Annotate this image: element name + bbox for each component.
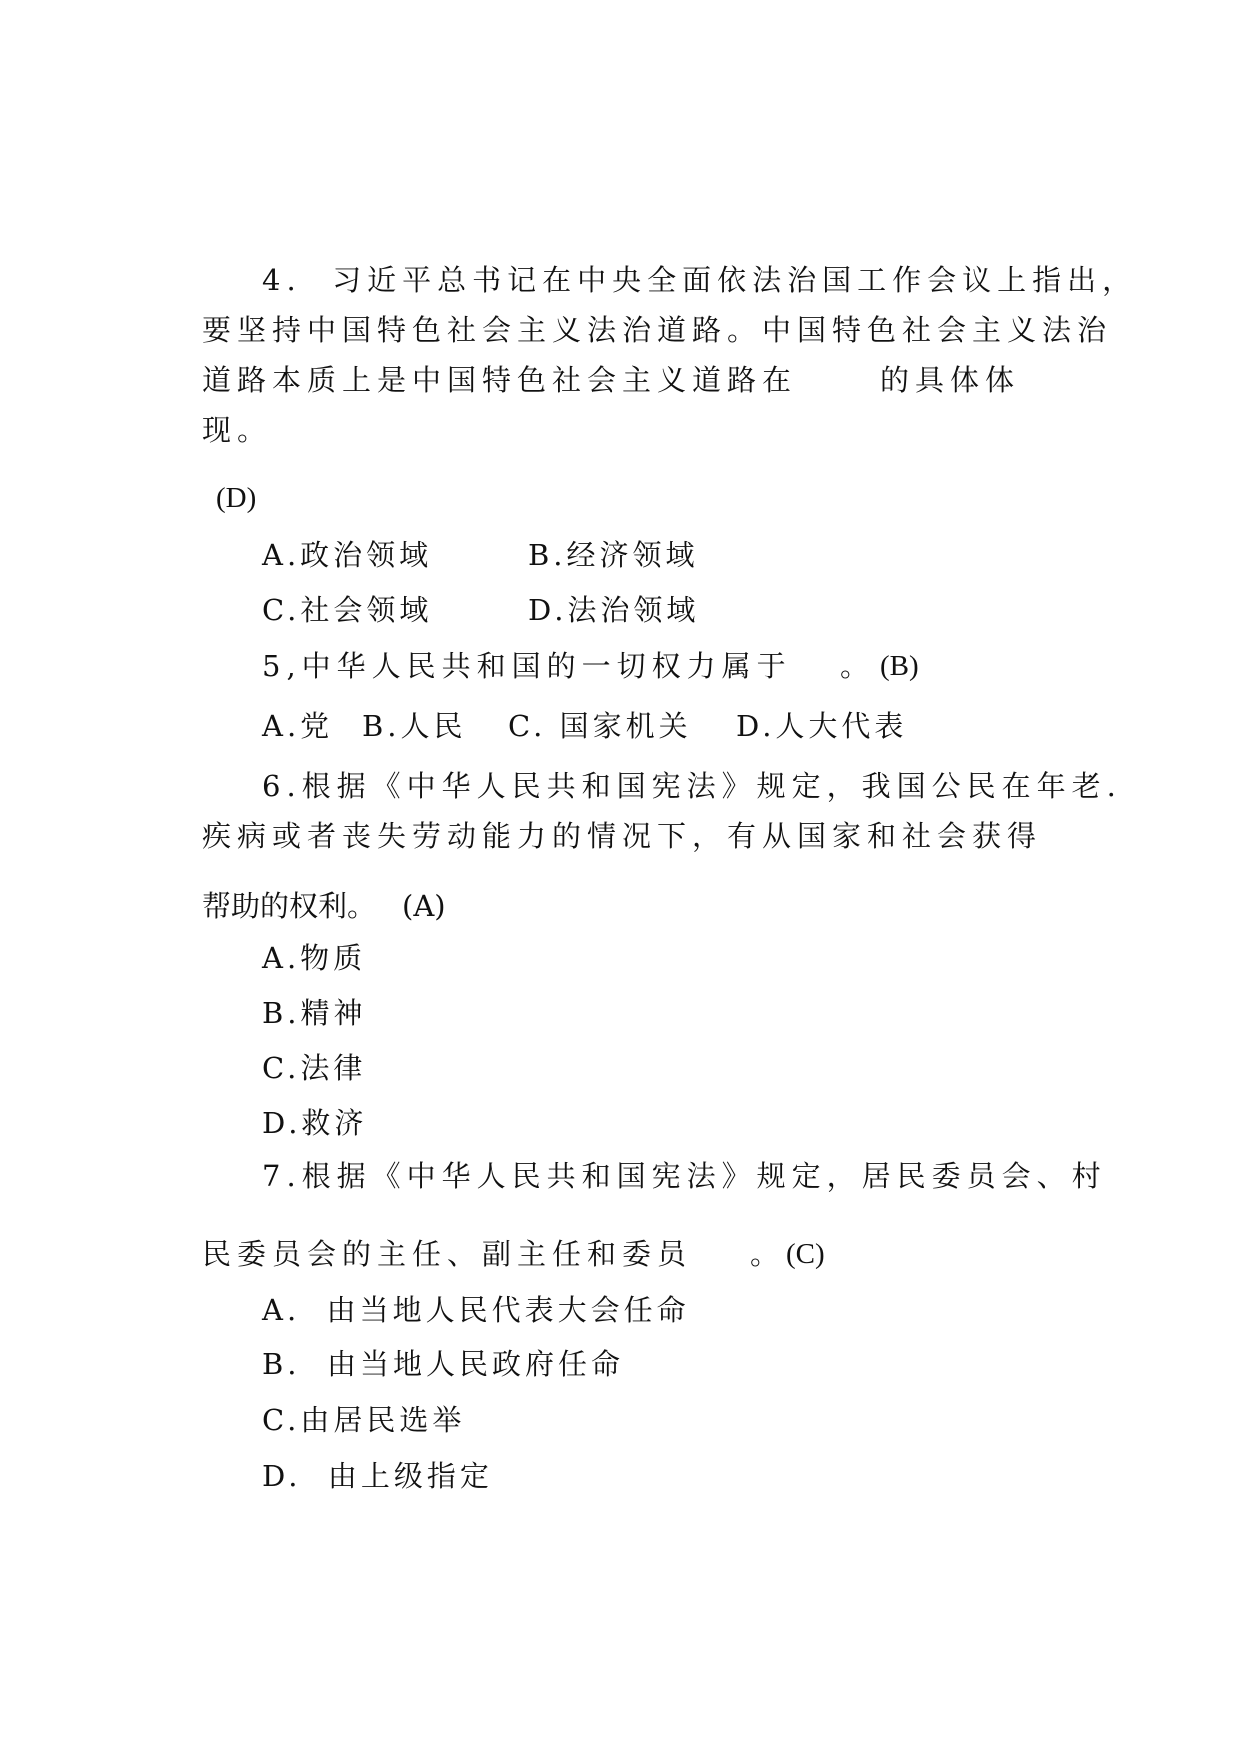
- q7-line-2: 民委员会的主任、副主任和委员: [202, 1237, 693, 1271]
- q6-line-1: 6.根据《中华人民共和国宪法》规定，我国公民在年老.: [262, 769, 1122, 803]
- q5-answer: (B): [880, 650, 919, 682]
- q7-tail: 。: [750, 1237, 786, 1271]
- q7-option-c: C.由居民选举: [262, 1403, 466, 1437]
- q7-option-d: D. 由上级指定: [262, 1459, 493, 1493]
- q5-option-a: A.党: [262, 709, 334, 743]
- q4-option-d: D.法治领域: [528, 593, 700, 627]
- q4-option-a: A.政治领域: [262, 538, 433, 572]
- q5-option-b: B.人民: [362, 709, 467, 743]
- q4-line-4: 现。: [202, 413, 273, 447]
- q7-option-b: B. 由当地人民政府任命: [262, 1347, 624, 1381]
- q7-option-a: A. 由当地人民代表大会任命: [262, 1293, 690, 1327]
- q6-option-c: C.法律: [262, 1051, 367, 1085]
- q6-answer: (A): [402, 889, 446, 923]
- q6-option-d: D.救济: [262, 1106, 368, 1140]
- q7-answer: (C): [786, 1238, 825, 1270]
- q4-line-3a: 道路本质上是中国特色社会主义道路在: [202, 363, 798, 397]
- q4-option-c: C.社会领域: [262, 593, 433, 627]
- q4-answer: (D): [216, 482, 257, 514]
- q4-line-1: 4. 习近平总书记在中央全面依法治国工作会议上指出，: [262, 263, 1138, 297]
- q6-option-b: B.精神: [262, 996, 367, 1030]
- q4-option-b: B.经济领域: [528, 538, 699, 572]
- q5-option-c: C. 国家机关: [508, 709, 692, 743]
- q5-option-d: D.人大代表: [736, 709, 908, 743]
- q7-line-1: 7.根据《中华人民共和国宪法》规定，居民委员会、村: [262, 1159, 1107, 1193]
- q5-tail: 。: [840, 649, 876, 683]
- q6-option-a: A.物质: [262, 941, 367, 975]
- q6-line-2: 疾病或者丧失劳动能力的情况下，有从国家和社会获得: [202, 819, 1043, 853]
- q6-line-3: 帮助的权利。: [202, 889, 377, 923]
- q5-stem: 5,中华人民共和国的一切权力属于: [262, 649, 792, 683]
- q4-line-2: 要坚持中国特色社会主义法治道路。中国特色社会主义法治: [202, 313, 1113, 347]
- q4-line-3b: 的具体体: [880, 363, 1021, 397]
